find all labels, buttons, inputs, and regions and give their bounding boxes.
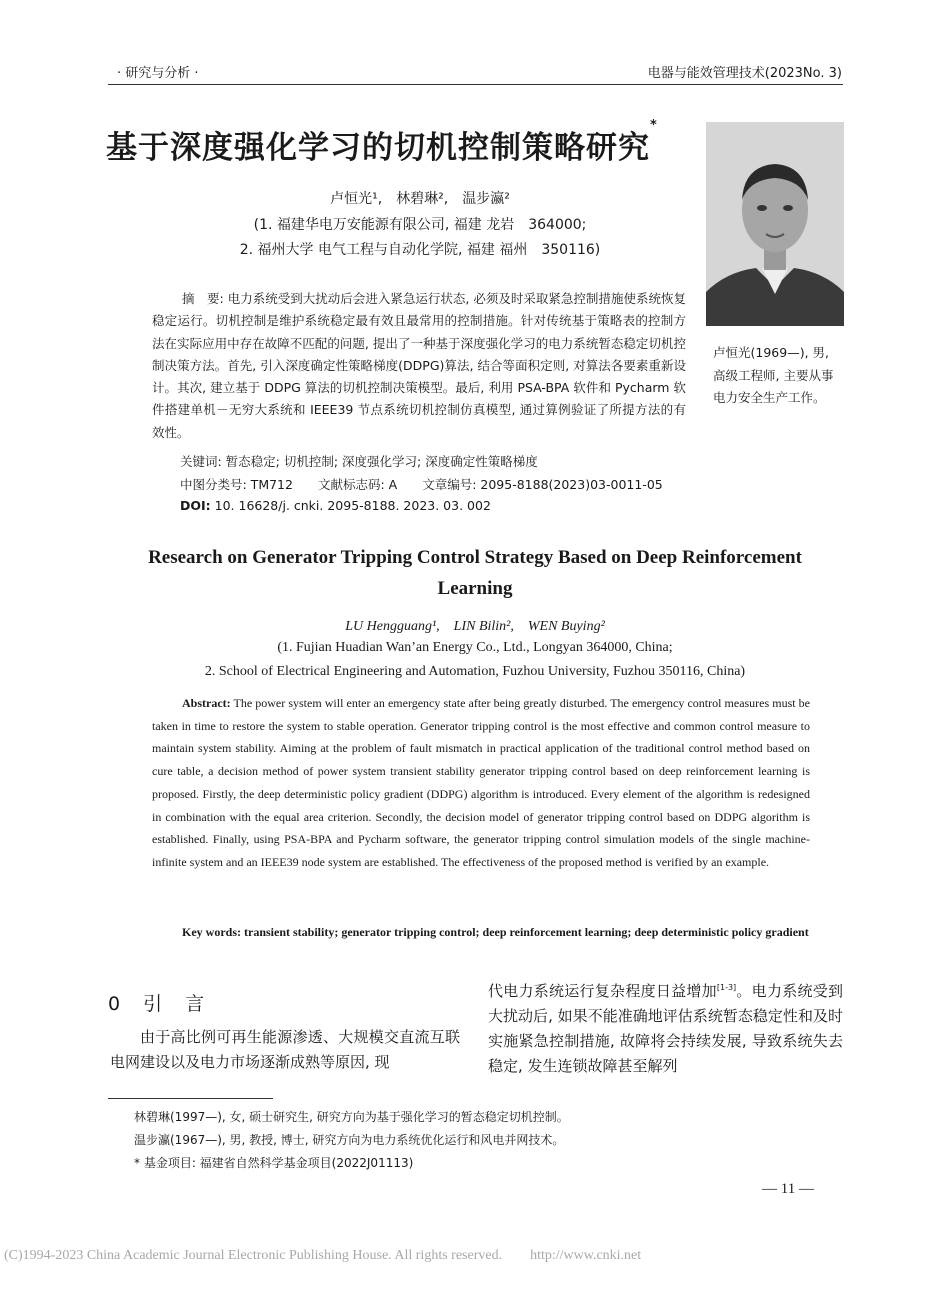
affiliation-cn-2: 2. 福州大学 电气工程与自动化学院, 福建 福州 350116) (239, 242, 601, 258)
footnote-1: 林碧琳(1997—), 女, 硕士研究生, 研究方向为基于强化学习的暂态稳定切机控制。 (134, 1110, 569, 1124)
doi-label: DOI: (180, 498, 211, 513)
author-photo (706, 122, 844, 326)
abstract-en (152, 692, 810, 874)
header-journal-name: 电器与能效管理技术(2023No. 3) (647, 66, 842, 81)
paper-title-cn: 基于深度强化学习的切机控制策略研究* (106, 118, 658, 166)
author-bio: 卢恒光(1969—), 男, 高级工程师, 主要从事电力安全生产工作。 (713, 345, 834, 405)
doi-value: 10. 16628/j. cnki. 2095-8188. 2023. 03. 002 (214, 498, 491, 513)
abstract-en-label: Abstract: (182, 696, 231, 710)
fund-marker: * (650, 118, 658, 133)
doi-line (180, 498, 491, 513)
affiliation-en-1: (1. Fujian Huadian Wan’an Energy Co., Ltd., Longyan 364000, China; (277, 640, 673, 655)
classification-line: 中图分类号: TM712 文献标志码: A 文章编号: 2095-8188(2023)03-0011-05 (180, 477, 663, 492)
section-heading: 0 引 言 (108, 993, 207, 1015)
affiliation-en-2: 2. School of Electrical Engineering and Automation, Fuzhou University, Fuzhou 350116, China) (204, 664, 746, 679)
footnote-rule (108, 1098, 273, 1099)
body-text-left: 由于高比例可再生能源渗透、大规模交直流互联电网建设以及电力市场逐渐成熟等原因, 现 (110, 1028, 460, 1071)
keywords-cn: 关键词: 暂态稳定; 切机控制; 深度强化学习; 深度确定性策略梯度 (180, 454, 538, 469)
abstract-cn: 摘 要: 电力系统受到大扰动后会进入紧急运行状态, 必须及时采取紧急控制措施使系统恢复稳定运行。切机控制是维护系统稳定最有效且最常用的控制措施。针对传统基于策略表的控制方法在实际应用中存在故障不匹配的问题, 提出了一种基于深度强化学习的电力系统暂态稳定切机控制决策方法。首先, 引入深度确定性策略梯度(DDPG)算法, 结合等面积定则, 对算法各要素重新设计。其次, 建立基于 DDPG 算法的切机控制决策模型。最后, 利用 PSA-BPA 软件和 Pycharm 软件搭建单机－无穷大系统和 IEEE39 节点系统切机控制仿真模型, 通过算例验证了所提方法的有效性。 (152, 291, 686, 440)
abstract-en-text: The power system will enter an emergency state after being greatly disturbed. The emergency control measures must be taken in time to restore the system to stable operation. Generator tripping control is the most effective and common control measure to maintain system stability. Aiming at the problem of fault mismatch in practical application of the traditional control method based on cure table, a decision method of power system transient stability generator tripping control based on deep reinforcement learning is proposed. Firstly, the deep deterministic policy gradient (DDPG) algorithm is introduced. Every element of the algorithm is redesigned in combination with the equal area criterion. Secondly, the decision model of generator tripping control based on DDPG algorithm is established. Finally, using PSA-BPA and Pycharm software, the generator tripping control simulation models of the single machine-infinite system and an IEEE39 node system are established. The effectiveness of the proposed method is verified by an example. (152, 696, 810, 869)
footnote-2: 温步瀛(1967—), 男, 教授, 博士, 研究方向为电力系统优化运行和风电并网技术。 (134, 1133, 565, 1147)
portrait-image (706, 122, 844, 326)
affiliation-cn-1: (1. 福建华电万安能源有限公司, 福建 龙岩 364000; (253, 217, 587, 233)
header-section-label: · 研究与分析 · (117, 66, 199, 81)
footnote-fund: * 基金项目: 福建省自然科学基金项目(2022J01113) (134, 1156, 414, 1170)
paper-title-en: Research on Generator Tripping Control Strategy Based on Deep Reinforcement Learning (148, 547, 802, 599)
page-number: — 11 — (762, 1181, 814, 1197)
keywords-en: Key words: transient stability; generator tripping control; deep reinforcement learning; deep deterministic policy gradient (182, 925, 809, 939)
copyright-footer: (C)1994-2023 China Academic Journal Electronic Publishing House. All rights reserved. http://www.cnki.net (4, 1248, 642, 1263)
body-text-right: 代电力系统运行复杂程度日益增加[1-3]。电力系统受到大扰动后, 如果不能准确地评估系统暂态稳定性和及时实施紧急控制措施, 故障将会持续发展, 导致系统失去稳定, 发生连锁故障甚至解列 (488, 982, 843, 1075)
authors-cn: 卢恒光¹, 林碧琳², 温步瀛² (330, 191, 510, 207)
authors-en: LU Hengguang¹, LIN Bilin², WEN Buying² (345, 619, 605, 634)
header-rule (108, 84, 843, 85)
citation-ref[interactable]: [1-3] (716, 983, 737, 992)
